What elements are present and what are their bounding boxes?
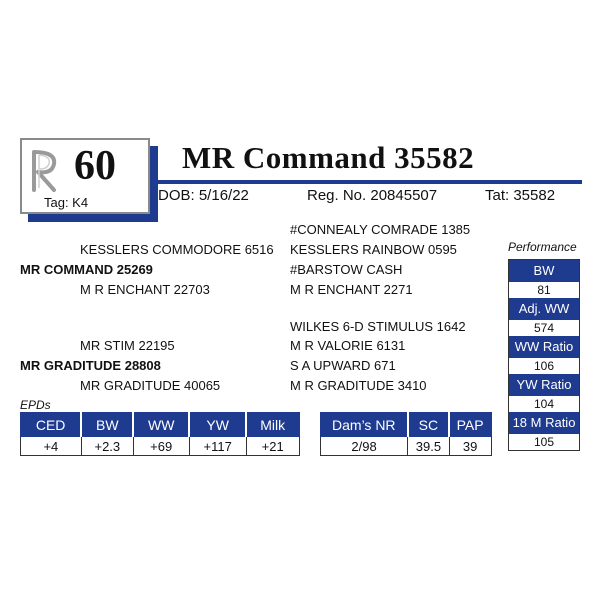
pedigree-dam: MR GRADITUDE 28808 — [20, 358, 161, 373]
dam-nr-header: Dam’s NR — [321, 413, 408, 437]
r-brand-logo — [26, 146, 64, 196]
dob: DOB: 5/16/22 — [158, 187, 249, 204]
epd-value-milk: +21 — [246, 437, 299, 456]
epd-header-bw: BW — [81, 413, 133, 437]
pedigree-dam-sire: MR STIM 22195 — [80, 338, 175, 353]
pedigree-sire-sire: KESSLERS COMMODORE 6516 — [80, 242, 274, 257]
pedigree-dd-sire: S A UPWARD 671 — [290, 358, 396, 373]
pedigree-sire: MR COMMAND 25269 — [20, 262, 153, 277]
epd-header-ww: WW — [133, 413, 189, 437]
dam-stats-table — [320, 412, 492, 456]
epd-value-ww: +69 — [133, 437, 189, 456]
epd-header-milk: Milk — [246, 413, 299, 437]
registration-number: Reg. No. 20845507 — [307, 187, 438, 204]
epd-value-bw: +2.3 — [81, 437, 133, 456]
pedigree-sd-sire: #BARSTOW CASH — [290, 262, 403, 277]
perf-value-adj-ww: 574 — [509, 320, 579, 336]
epd-value-ced: +4 — [21, 437, 82, 456]
perf-label-adj-ww: Adj. WW — [509, 298, 579, 320]
epd-table — [20, 412, 300, 456]
pedigree-sd-dam: M R ENCHANT 2271 — [290, 282, 413, 297]
pedigree-ds-sire: WILKES 6-D STIMULUS 1642 — [290, 319, 466, 334]
perf-value-ww-ratio: 106 — [509, 358, 579, 374]
pedigree-ss-sire: #CONNEALY COMRADE 1385 — [290, 222, 471, 237]
perf-label-yw-ratio: YW Ratio — [509, 374, 579, 396]
pedigree-ds-dam: M R VALORIE 6131 — [290, 338, 406, 353]
perf-value-18m-ratio: 105 — [509, 434, 579, 450]
pap-header: PAP — [449, 413, 491, 437]
pedigree-ss-dam: KESSLERS RAINBOW 0595 — [290, 242, 457, 257]
pedigree-dd-dam: M R GRADITUDE 3410 — [290, 378, 427, 393]
epd-value-yw: +117 — [189, 437, 246, 456]
lot-number: 60 — [74, 143, 116, 189]
title-divider — [150, 180, 582, 184]
performance-title: Performance — [508, 240, 577, 254]
epd-header-ced: CED — [21, 413, 82, 437]
perf-label-bw: BW — [509, 260, 579, 282]
sc-header: SC — [408, 413, 450, 437]
epd-header-yw: YW — [189, 413, 246, 437]
pap-value: 39 — [449, 437, 491, 456]
tag-label: Tag: K4 — [44, 195, 89, 210]
lot-box — [20, 138, 150, 214]
pedigree-sire-dam: M R ENCHANT 22703 — [80, 282, 210, 297]
perf-value-yw-ratio: 104 — [509, 396, 579, 412]
sc-value: 39.5 — [408, 437, 450, 456]
performance-panel — [508, 259, 580, 451]
animal-name: MR Command 35582 — [182, 140, 475, 175]
tattoo: Tat: 35582 — [485, 187, 556, 204]
epds-title: EPDs — [20, 398, 51, 412]
perf-label-ww-ratio: WW Ratio — [509, 336, 579, 358]
dam-nr-value: 2/98 — [321, 437, 408, 456]
perf-label-18m-ratio: 18 M Ratio — [509, 412, 579, 434]
perf-value-bw: 81 — [509, 282, 579, 298]
pedigree-dam-dam: MR GRADITUDE 40065 — [80, 378, 221, 393]
